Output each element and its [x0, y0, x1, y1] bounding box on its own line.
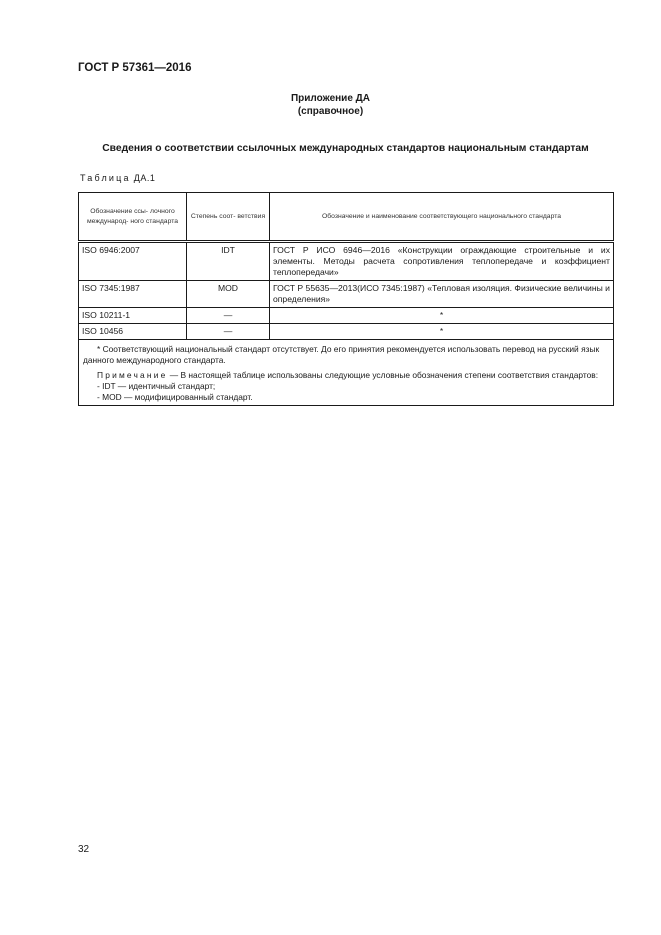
column-header-national: Обозначение и наименование соответствующего национального стандарта [270, 193, 614, 242]
table-row [79, 324, 614, 340]
table-row [79, 308, 614, 324]
table-caption [80, 173, 155, 183]
cell-national: ГОСТ Р 55635—2013(ИСО 7345:1987) «Тепловая изоляция. Физические величины и определения» [270, 281, 614, 308]
table-row [79, 281, 614, 308]
table-header-row [79, 193, 614, 242]
table-caption-id: ДА.1 [133, 173, 156, 183]
table-note [83, 370, 609, 381]
cell-intl: ISO 7345:1987 [79, 281, 187, 308]
section-title: Сведения о соответствии ссылочных международных стандартов национальным стандартам [102, 143, 589, 154]
table-note-row [79, 340, 614, 406]
cell-national: * [270, 308, 614, 324]
cell-degree: MOD [187, 281, 270, 308]
appendix-subtitle: (справочное) [297, 106, 364, 117]
cell-degree: — [187, 324, 270, 340]
table-notes [79, 340, 614, 406]
note-item-idt: - IDT — идентичный стандарт; [97, 381, 216, 391]
page-number: 32 [78, 844, 90, 855]
cell-intl: ISO 10211-1 [79, 308, 187, 324]
column-header-intl: Обозначение ссы- лочного международ- ного стандарта [79, 193, 187, 242]
cell-degree: — [187, 308, 270, 324]
table-row [79, 242, 614, 281]
cell-national: * [270, 324, 614, 340]
column-header-degree: Степень соот- ветствия [187, 193, 270, 242]
document-code: ГОСТ Р 57361—2016 [78, 62, 192, 74]
note-text: — В настоящей таблице использованы следующие условные обозначения степени соответствия стандартов: [167, 370, 599, 380]
cell-intl: ISO 10456 [79, 324, 187, 340]
note-label: Примечание [97, 370, 168, 380]
appendix-title: Приложение ДА [290, 93, 371, 104]
note-item-mod: - MOD — модифицированный стандарт. [97, 391, 253, 402]
table-footnote: * Соответствующий национальный стандарт отсутствует. До его принятия рекомендуется использовать перевод на русский язык данного международного стандарта. [83, 344, 600, 365]
appendix-heading [0, 92, 661, 118]
cell-national: ГОСТ Р ИСО 6946—2016 «Конструкции ограждающие строительные и их элементы. Методы расчета сопротивления теплопередаче и коэффициент теплопередачи» [270, 242, 614, 281]
table-caption-word: Таблица [80, 173, 131, 183]
cell-degree: IDT [187, 242, 270, 281]
correspondence-table [78, 192, 614, 406]
cell-intl: ISO 6946:2007 [79, 242, 187, 281]
